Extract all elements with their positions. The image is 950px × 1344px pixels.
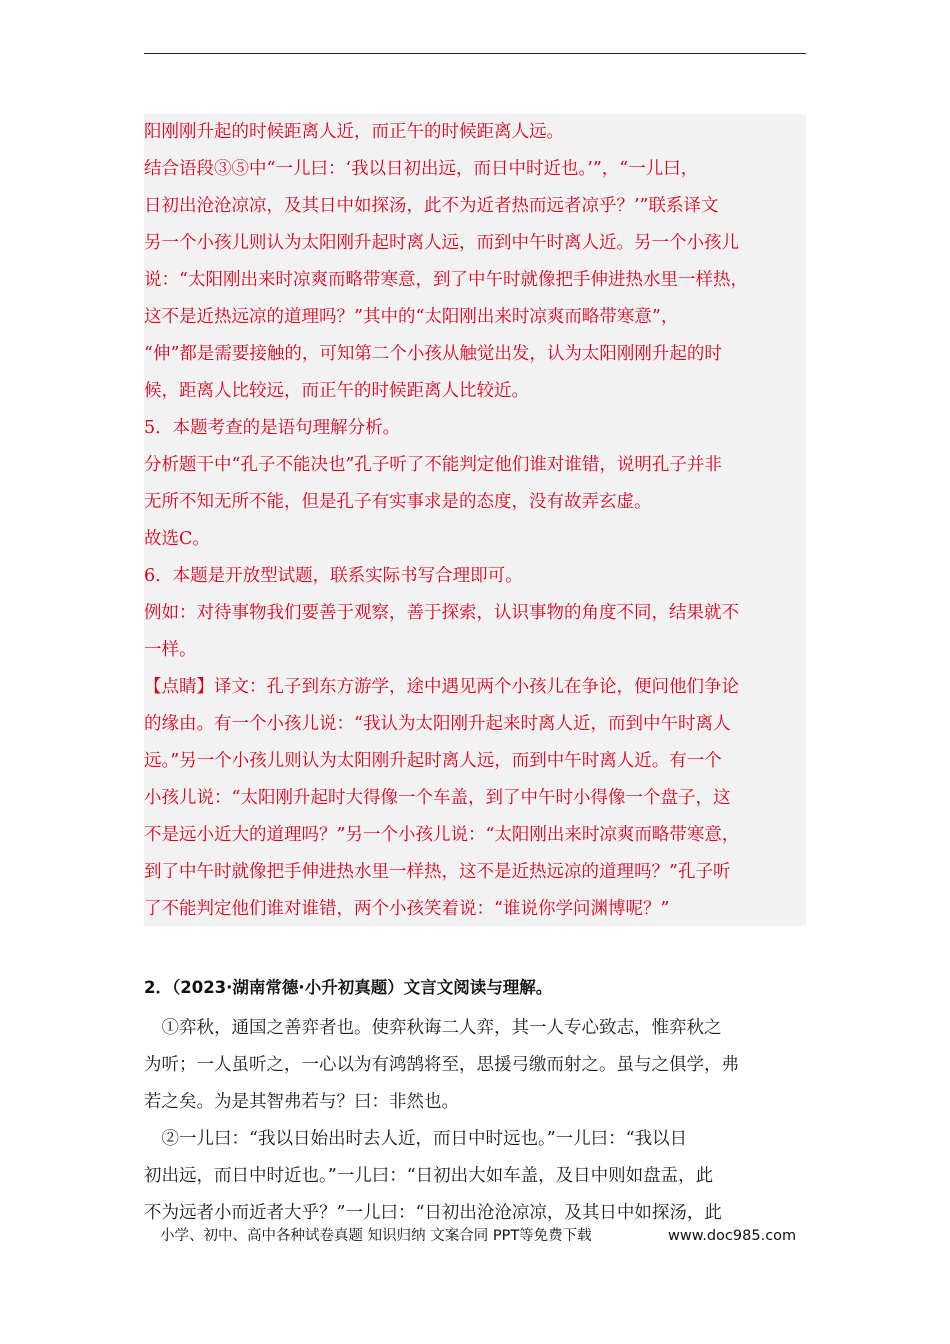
answer-line: 的缘由。有一个小孩儿说：“我认为太阳刚升起来时离人近，而到中午时离人 (144, 714, 731, 734)
answer-line: 小孩儿说：“太阳刚升起时大得像一个车盖，到了中午时小得像一个盘子，这 (144, 788, 731, 808)
answer-line: 例如：对待事物我们要善于观察，善于探索，认识事物的角度不同，结果就不 (144, 603, 739, 623)
answer-line: 到了中午时就像把手伸进热水里一样热，这不是近热远凉的道理吗？”孔子听 (144, 862, 731, 882)
page-footer (160, 1224, 800, 1248)
answer-line: 一样。 (144, 640, 197, 660)
answer-line: 不是远小近大的道理吗？”另一个小孩儿说：“太阳刚出来时凉爽而略带寒意， (144, 825, 740, 845)
answer-line: 这不是近热远凉的道理吗？”其中的“太阳刚出来时凉爽而略带寒意”， (144, 307, 679, 327)
answer-line: 【点睛】译文：孔子到东方游学，途中遇见两个小孩儿在争论，便问他们争论 (144, 677, 739, 697)
answer-line: 说：“太阳刚出来时凉爽而略带寒意，到了中午时就像把手伸进热水里一样热， (144, 270, 748, 290)
answer-line: 日初出沧沧凉凉，及其日中如探汤，此不为近者热而远者凉乎？’”联系译文 (144, 196, 719, 216)
answer-line: 故选C。 (144, 529, 210, 549)
passage-line: 若之矣。为是其智弗若与？曰：非然也。 (144, 1092, 459, 1112)
answer-explanation-box (144, 114, 806, 926)
footer-site-link[interactable]: www.doc985.com (668, 1228, 797, 1244)
answer-line: 候，距离人比较远，而正午的时候距离人比较近。 (144, 381, 529, 401)
answer-line: 另一个小孩儿则认为太阳刚升起时离人远，而到中午时离人近。另一个小孩儿 (144, 233, 739, 253)
answer-line: 阳刚刚升起的时候距离人近，而正午的时候距离人远。 (144, 122, 564, 142)
passage-line: ②一儿曰：“我以日始出时去人近，而日中时远也。”一儿曰：“我以日 (144, 1129, 688, 1149)
answer-line: 无所不知无所不能，但是孔子有实事求是的态度，没有故弄玄虚。 (144, 492, 652, 512)
footer-text: 小学、初中、高中各种试卷真题 知识归纳 文案合同 PPT等免费下载 (160, 1228, 592, 1244)
question-heading: 2．（2023·湖南常德·小升初真题）文言文阅读与理解。 (144, 978, 553, 997)
passage-line: 初出远，而日中时近也。”一儿曰：“日初出大如车盖，及日中则如盘盂，此 (144, 1166, 714, 1186)
passage-line: 不为远者小而近者大乎？”一儿曰：“日初出沧沧凉凉，及其日中如探汤，此 (144, 1203, 722, 1223)
answer-line: 结合语段③⑤中“一儿曰：‘我以日初出远，而日中时近也。’”，“一儿曰， (144, 159, 699, 179)
answer-line: 了不能判定他们谁对谁错，两个小孩笑着说：“谁说你学问渊博呢？” (144, 899, 670, 919)
header-rule (144, 53, 806, 54)
answer-line: 远。”另一个小孩儿则认为太阳刚升起时离人远，而到中午时离人近。有一个 (144, 751, 722, 771)
answer-line: 分析题干中“孔子不能决也”孔子听了不能判定他们谁对谁错，说明孔子并非 (144, 455, 722, 475)
passage-line: ①弈秋，通国之善弈者也。使弈秋诲二人弈，其一人专心致志，惟弈秋之 (144, 1018, 722, 1038)
answer-line: 6．本题是开放型试题，联系实际书写合理即可。 (144, 566, 523, 586)
passage-line: 为听；一人虽听之，一心以为有鸿鹄将至，思援弓缴而射之。虽与之俱学，弗 (144, 1055, 739, 1075)
answer-line: 5．本题考查的是语句理解分析。 (144, 418, 401, 438)
answer-line: “伸”都是需要接触的，可知第二个小孩从触觉出发，认为太阳刚刚升起的时 (144, 344, 722, 364)
